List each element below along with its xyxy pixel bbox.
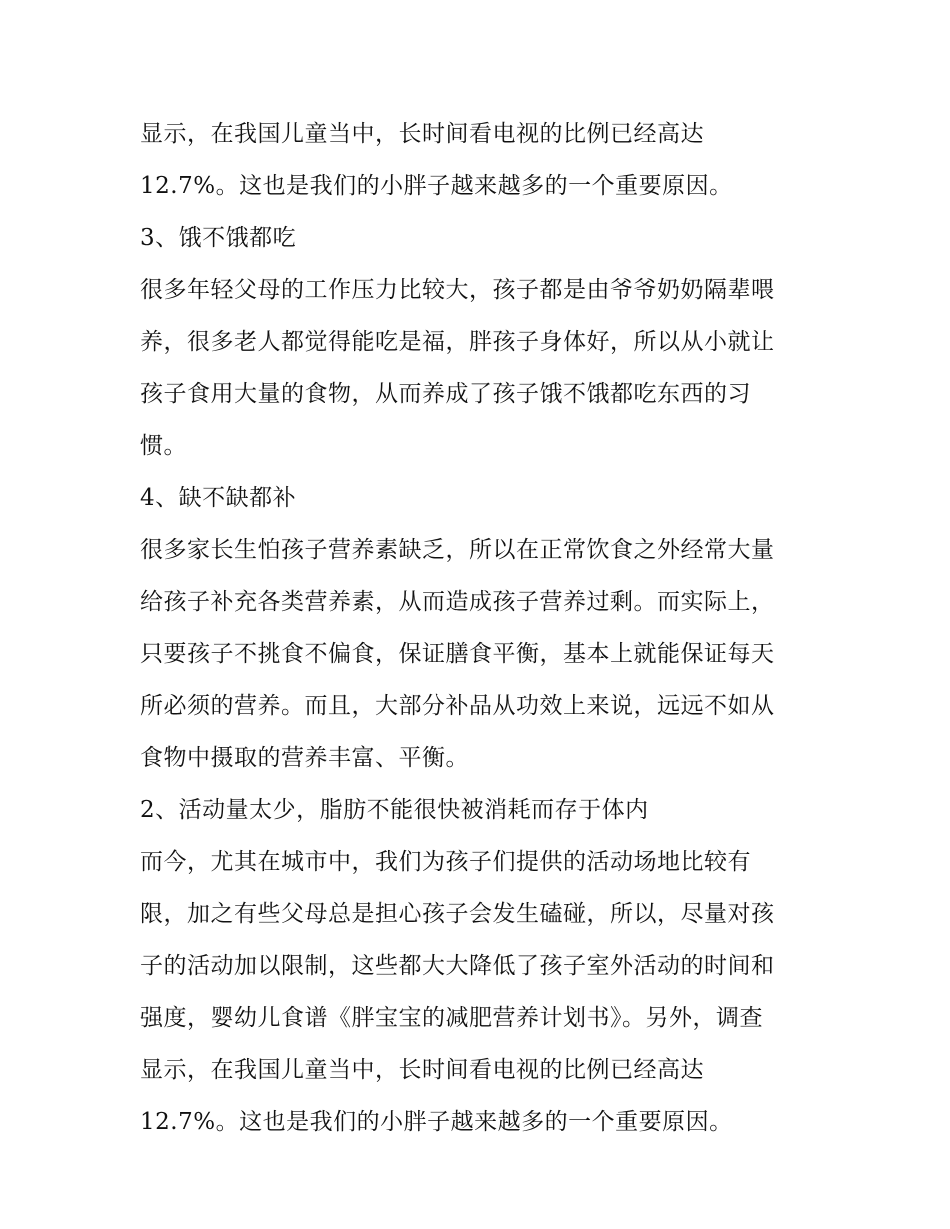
paragraph-line: 给孩子补充各类营养素，从而造成孩子营养过剩。而实际上，: [140, 589, 775, 615]
paragraph-line: 强度，婴幼儿食谱《胖宝宝的减肥营养计划书》。另外，调查: [140, 1005, 763, 1031]
paragraph-line: 而今，尤其在城市中，我们为孩子们提供的活动场地比较有: [140, 849, 751, 875]
paragraph-line: 12.7%。这也是我们的小胖子越来越多的一个重要原因。: [140, 173, 733, 199]
paragraph-line: 所必须的营养。而且，大部分补品从功效上来说，远远不如从: [140, 693, 775, 719]
paragraph-line: 养，很多老人都觉得能吃是福，胖孩子身体好，所以从小就让: [140, 329, 775, 355]
paragraph-line: 显示，在我国儿童当中，长时间看电视的比例已经高达: [140, 1057, 704, 1083]
paragraph-line: 惯。: [140, 433, 187, 459]
paragraph-line: 12.7%。这也是我们的小胖子越来越多的一个重要原因。: [140, 1109, 733, 1135]
section-heading: 3、饿不饿都吃: [140, 225, 297, 251]
paragraph-line: 只要孩子不挑食不偏食，保证膳食平衡，基本上就能保证每天: [140, 641, 775, 667]
paragraph-line: 孩子食用大量的食物，从而养成了孩子饿不饿都吃东西的习: [140, 381, 751, 407]
paragraph-line: 限，加之有些父母总是担心孩子会发生磕碰，所以，尽量对孩: [140, 901, 775, 927]
section-heading: 4、缺不缺都补: [140, 485, 297, 511]
paragraph-line: 很多家长生怕孩子营养素缺乏，所以在正常饮食之外经常大量: [140, 537, 775, 563]
paragraph-line: 子的活动加以限制，这些都大大降低了孩子室外活动的时间和: [140, 953, 775, 979]
document-body: [140, 108, 820, 1148]
paragraph-line: 食物中摄取的营养丰富、平衡。: [140, 745, 469, 771]
paragraph-line: 显示，在我国儿童当中，长时间看电视的比例已经高达: [140, 121, 704, 147]
paragraph-line: 很多年轻父母的工作压力比较大，孩子都是由爷爷奶奶隔辈喂: [140, 277, 775, 303]
section-heading: 2、活动量太少，脂肪不能很快被消耗而存于体内: [140, 797, 649, 823]
